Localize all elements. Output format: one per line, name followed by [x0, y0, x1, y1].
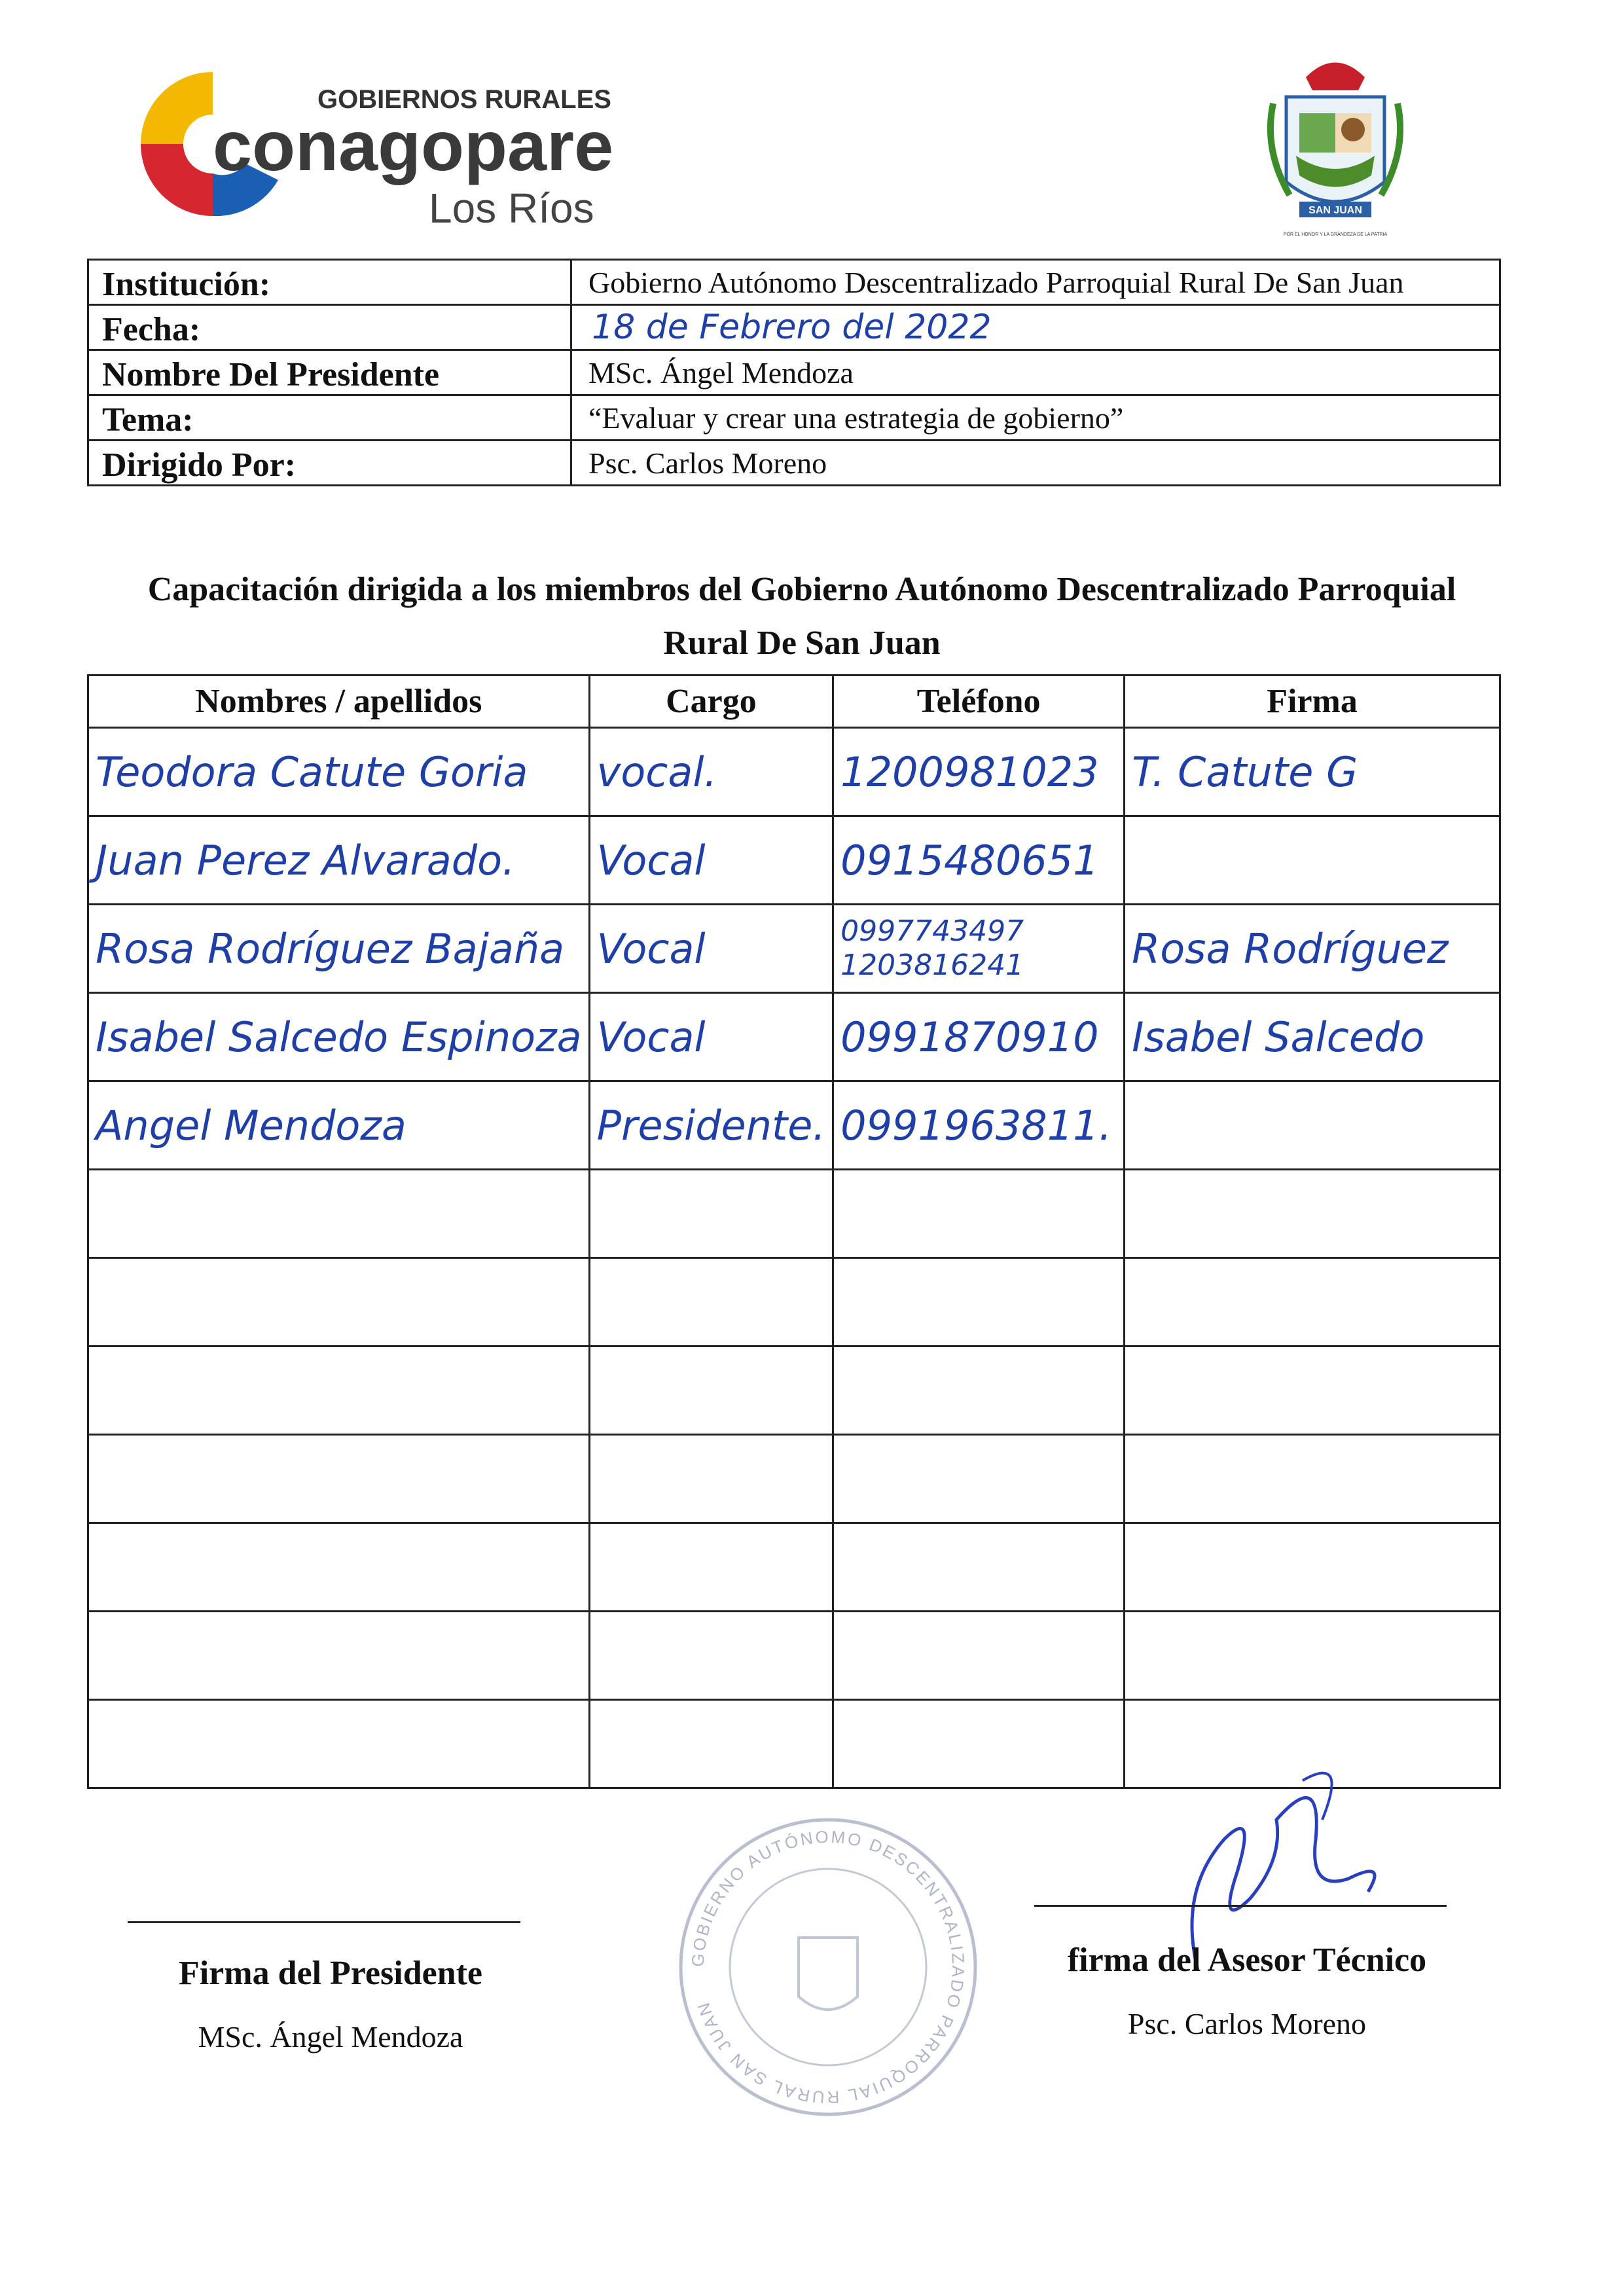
attendance-cell-empty [1125, 1435, 1500, 1523]
attendance-cell-telefono: 0991963811. [833, 1081, 1125, 1170]
info-row-institucion [88, 260, 1500, 305]
attendance-table [87, 674, 1501, 1789]
president-signature-label: Firma del Presidente [178, 1955, 483, 1992]
attendance-row-empty [88, 1258, 1500, 1346]
san-juan-seal [1260, 51, 1411, 241]
info-label: Institución: [88, 260, 571, 305]
attendance-body [88, 728, 1500, 1788]
attendance-header-row [88, 676, 1500, 728]
attendance-cell-telefono: 1200981023 [833, 728, 1125, 816]
info-value: MSc. Ángel Mendoza [571, 350, 1500, 395]
attendance-cell-empty [833, 1258, 1125, 1346]
attendance-cell-empty [589, 1170, 833, 1258]
attendance-row-empty [88, 1612, 1500, 1700]
attendance-cell-empty [589, 1435, 833, 1523]
attendance-row-empty [88, 1523, 1500, 1612]
attendance-cell-empty [1125, 1346, 1500, 1435]
info-label: Tema: [88, 395, 571, 441]
attendance-cell-empty [88, 1170, 590, 1258]
info-label: Fecha: [88, 305, 571, 350]
attendance-cell-empty [833, 1523, 1125, 1612]
attendance-row [88, 816, 1500, 905]
attendance-row [88, 1081, 1500, 1170]
president-name: MSc. Ángel Mendoza [198, 2020, 463, 2053]
seal-label: SAN JUAN [1308, 205, 1362, 216]
advisor-signature-label: firma del Asesor Técnico [1067, 1942, 1427, 1979]
info-row-tema [88, 395, 1500, 441]
attendance-cell-empty [589, 1258, 833, 1346]
attendance-cell-empty [88, 1346, 590, 1435]
stamp-text: GOBIERNO AUTÓNOMO DESCENTRALIZADO PARROQUIAL RURAL SAN JUAN [687, 1826, 969, 2108]
attendance-cell-empty [1125, 1523, 1500, 1612]
attendance-cell-telefono: 0991870910 [833, 993, 1125, 1081]
attendance-cell-firma: Isabel Salcedo [1125, 993, 1500, 1081]
attendance-cell-empty [833, 1346, 1125, 1435]
attendance-cell-empty [88, 1523, 590, 1612]
attendance-cell-empty [1125, 1170, 1500, 1258]
advisor-signature-line [1034, 1905, 1447, 1907]
column-header: Cargo [589, 676, 833, 728]
attendance-cell-empty [1125, 1612, 1500, 1700]
attendance-cell-firma: T. Catute G [1125, 728, 1500, 816]
logo-name: conagopare [213, 106, 614, 185]
attendance-cell-empty [833, 1435, 1125, 1523]
info-row-dirigido [88, 441, 1500, 486]
attendance-cell-name: Juan Perez Alvarado. [88, 816, 590, 905]
column-header: Teléfono [833, 676, 1125, 728]
advisor-name: Psc. Carlos Moreno [1127, 2007, 1367, 2040]
attendance-cell-name: Isabel Salcedo Espinoza [88, 993, 590, 1081]
attendance-row [88, 905, 1500, 993]
attendance-cell-cargo: Vocal [589, 816, 833, 905]
attendance-cell-empty [833, 1170, 1125, 1258]
info-table [87, 259, 1501, 486]
attendance-cell-name: Rosa Rodríguez Bajaña [88, 905, 590, 993]
official-stamp [674, 1813, 982, 2121]
attendance-cell-firma [1125, 816, 1500, 905]
info-row-fecha [88, 305, 1500, 350]
attendance-cell-name: Angel Mendoza [88, 1081, 590, 1170]
conagopare-logo [134, 65, 632, 242]
attendance-row-empty [88, 1346, 1500, 1435]
attendance-cell-cargo: Vocal [589, 905, 833, 993]
document-heading [98, 563, 1506, 670]
info-label: Dirigido Por: [88, 441, 571, 486]
attendance-cell-empty [88, 1612, 590, 1700]
heading-line: Rural De San Juan [663, 624, 941, 662]
info-value: Gobierno Autónomo Descentralizado Parroquial Rural De San Juan [571, 260, 1500, 305]
attendance-cell-name: Teodora Catute Goria [88, 728, 590, 816]
attendance-cell-empty [88, 1700, 590, 1788]
attendance-cell-cargo: Vocal [589, 993, 833, 1081]
logo-region: Los Ríos [429, 185, 594, 232]
attendance-cell-firma: Rosa Rodríguez [1125, 905, 1500, 993]
attendance-cell-empty [88, 1258, 590, 1346]
attendance-cell-empty [88, 1435, 590, 1523]
info-row-presidente [88, 350, 1500, 395]
seal-motto: POR EL HONOR Y LA GRANDEZA DE LA PATRIA [1283, 232, 1388, 237]
attendance-cell-empty [589, 1523, 833, 1612]
attendance-row [88, 728, 1500, 816]
attendance-cell-telefono: 0915480651 [833, 816, 1125, 905]
attendance-cell-empty [589, 1346, 833, 1435]
attendance-cell-empty [1125, 1258, 1500, 1346]
attendance-cell-cargo: vocal. [589, 728, 833, 816]
logo-tagline: GOBIERNOS RURALES [317, 85, 611, 114]
attendance-row [88, 993, 1500, 1081]
attendance-cell-empty [833, 1612, 1125, 1700]
attendance-cell-empty [589, 1700, 833, 1788]
info-value-date: 18 de Febrero del 2022 [571, 305, 1500, 350]
attendance-cell-empty [833, 1700, 1125, 1788]
attendance-cell-empty [589, 1612, 833, 1700]
attendance-row-empty [88, 1170, 1500, 1258]
info-label: Nombre Del Presidente [88, 350, 571, 395]
attendance-cell-cargo: Presidente. [589, 1081, 833, 1170]
info-value: Psc. Carlos Moreno [571, 441, 1500, 486]
president-signature-line [128, 1921, 520, 1923]
attendance-cell-firma [1125, 1081, 1500, 1170]
attendance-row-empty [88, 1435, 1500, 1523]
column-header: Nombres / apellidos [88, 676, 590, 728]
info-value: “Evaluar y crear una estrategia de gobierno” [571, 395, 1500, 441]
attendance-cell-telefono: 0997743497 1203816241 [833, 905, 1125, 993]
heading-line: Capacitación dirigida a los miembros del Gobierno Autónomo Descentralizado Parroquial [147, 571, 1456, 608]
column-header: Firma [1125, 676, 1500, 728]
